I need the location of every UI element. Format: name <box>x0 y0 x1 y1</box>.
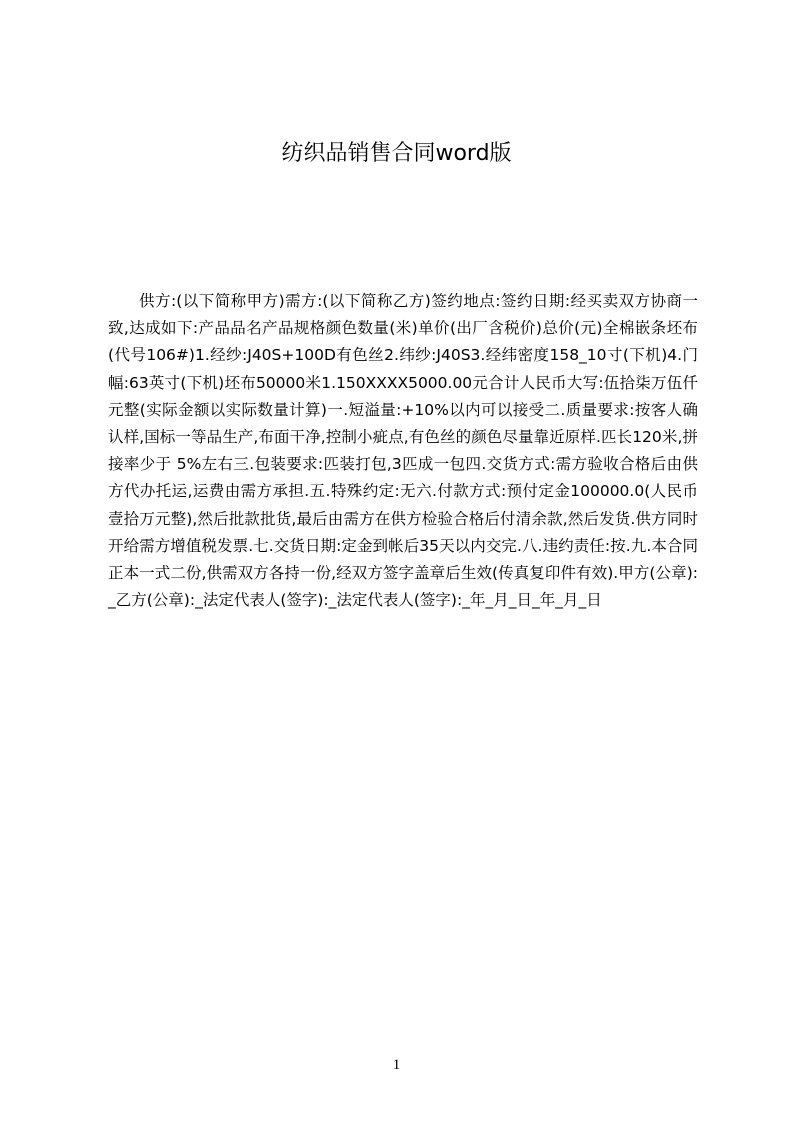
page-number: 1 <box>392 1057 401 1073</box>
contract-body-text: 供方:(以下简称甲方)需方:(以下简称乙方)签约地点:签约日期:经买卖双方协商一致,达成如下:产品品名产品规格颜色数量(米)单价(出厂含税价)总价(元)全棉嵌条坯布(代号106#)1.经纱:J40S+100D有色丝2.纬纱:J40S3.经纬密度158_10寸(下机)4.门幅:63英寸(下机)坯布50000米1.150XXXX5000.00元合计人民币大写:伍拾柒万伍仟元整(实际金额以实际数量计算)一.短溢量:+10%以内可以接受二.质量要求:按客人确认样,国标一等品生产,布面干净,控制小疵点,有色丝的颜色尽量靠近原样.匹长120米,拼接率少于 5%左右三.包装要求:匹装打包,3匹成一包四.交货方式:需方验收合格后由供方代办托运,运费由需方承担.五.特殊约定:无六.付款方式:预付定金100000.0(人民币壹拾万元整),然后批款批货,最后由需方在供方检验合格后付清余款,然后发货.供方同时开给需方增值税发票.七.交货日期:定金到帐后35天以内交完.八.违约责任:按.九.本合同正本一式二份,供需双方各持一份,经双方签字盖章后生效(传真复印件有效).甲方(公章):_乙方(公章):_法定代表人(签字):_法定代表人(签字):_年_月_日_年_月_日 <box>108 292 698 610</box>
document-title: 纺织品销售合同word版 <box>281 141 512 166</box>
